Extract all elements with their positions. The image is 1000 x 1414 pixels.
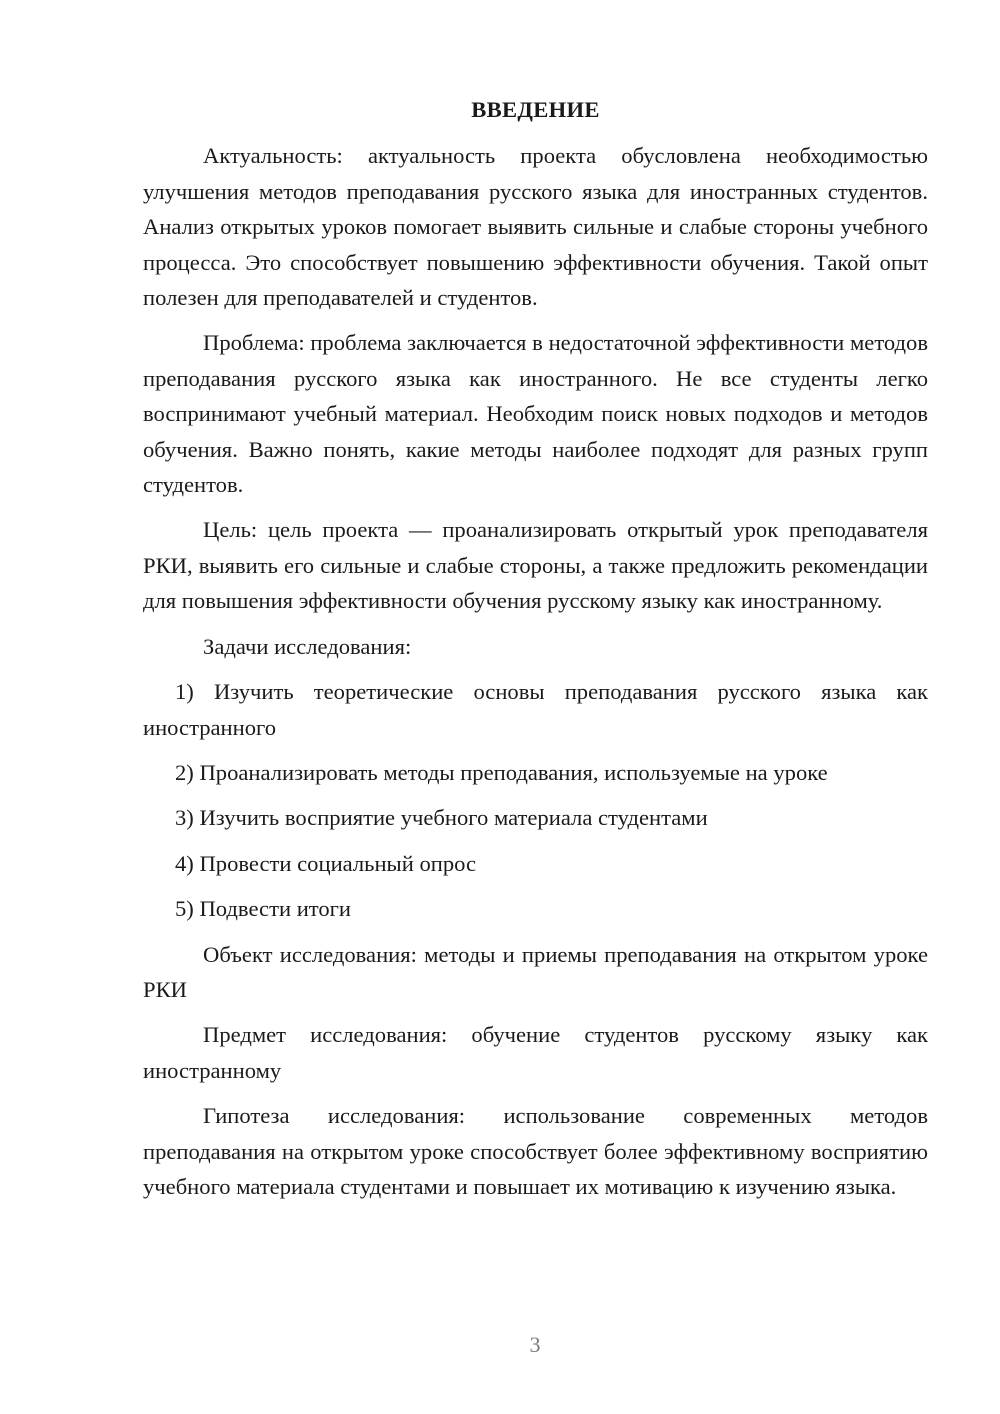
task-item-2: 2) Проанализировать методы преподавания, используемые на уроке bbox=[175, 759, 828, 785]
goal-paragraph: Цель: цель проекта — проанализировать открытый урок преподавателя РКИ, выявить его сильные и слабые стороны, а также предложить рекомендации для повышения эффективности обучения русскому языку как иностранному. bbox=[143, 517, 928, 614]
tasks-heading: Задачи исследования: bbox=[203, 633, 412, 659]
task-item-4: 4) Провести социальный опрос bbox=[175, 850, 477, 876]
hypothesis-paragraph: Гипотеза исследования: использование современных методов преподавания на открытом уроке способствует более эффективному восприятию учебного материала студентами и повышает их мотивацию к изучению языка. bbox=[143, 1103, 928, 1199]
subject-paragraph: Предмет исследования: обучение студентов русскому языку как иностранному bbox=[143, 1022, 928, 1083]
task-item-1: 1) Изучить теоретические основы преподавания русского языка как иностранного bbox=[143, 679, 928, 740]
document-page bbox=[143, 92, 928, 1214]
problem-paragraph: Проблема: проблема заключается в недостаточной эффективности методов преподавания русского языка как иностранного. Не все студенты легко воспринимают учебный материал. Необходим поиск новых подходов и методов обучения. Важно понять, какие методы наиболее подходят для разных групп студентов. bbox=[143, 330, 928, 498]
page-title: ВВЕДЕНИЕ bbox=[471, 97, 600, 122]
task-item-3: 3) Изучить восприятие учебного материала студентами bbox=[175, 805, 708, 831]
task-item-5: 5) Подвести итоги bbox=[175, 896, 352, 922]
page-number: 3 bbox=[529, 1332, 541, 1357]
relevance-paragraph: Актуальность: актуальность проекта обусловлена необходимостью улучшения методов преподавания русского языка для иностранных студентов. Анализ открытых уроков помогает выявить сильные и слабые стороны учебного процесса. Это способствует повышению эффективности обучения. Такой опыт полезен для преподавателей и студентов. bbox=[143, 143, 928, 311]
object-paragraph: Объект исследования: методы и приемы преподавания на открытом уроке РКИ bbox=[143, 941, 928, 1002]
